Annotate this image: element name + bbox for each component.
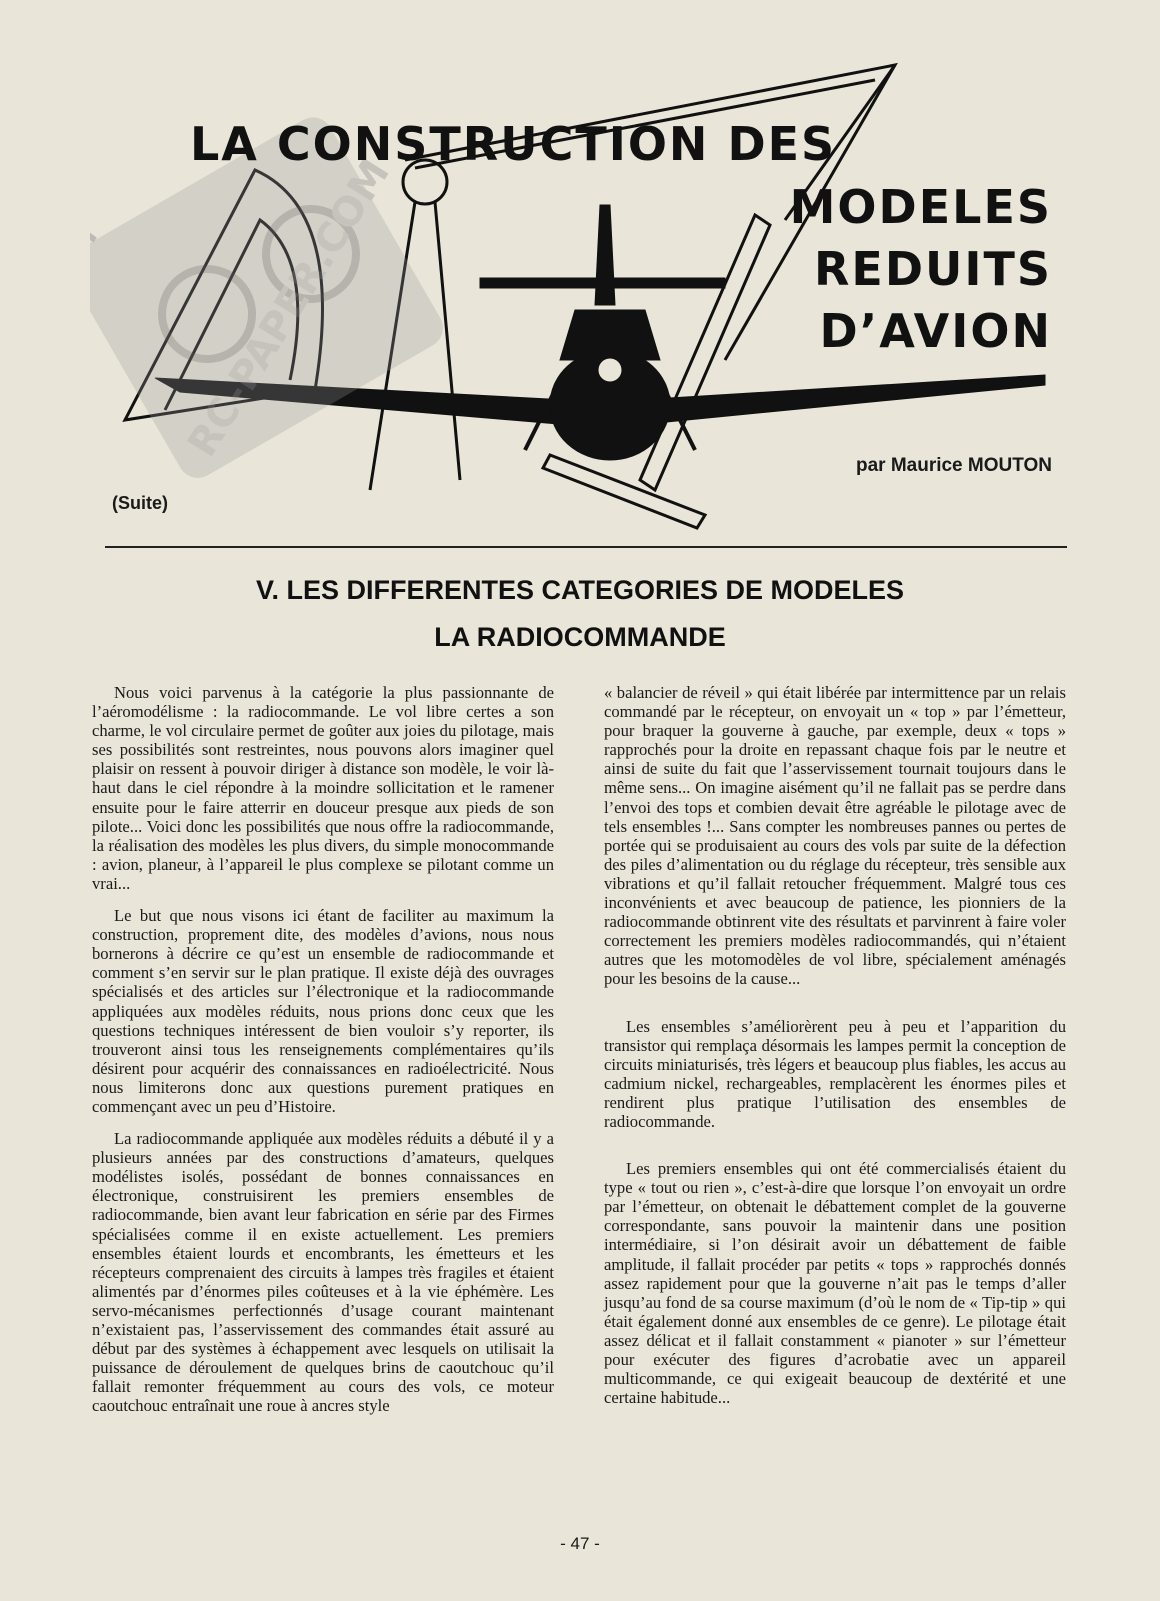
paragraph: La radiocommande appliquée aux modèles réduits a débuté il y a plusieurs années par des constructions d’amateurs, quelques modélistes isolés, possédant de bonnes connaissances en électronique, construisirent les premiers ensembles de radiocommande, bien avant leur fabrication en série par des Firmes spécialisées comme il en existe actuellement. Les premiers ensembles étaient lourds et encombrants, les émetteurs et les récepteurs comprenaient des circuits à lampes très fragiles et étaient alimentés par d’énormes piles coûteuses et à la vie éphémère. Les servo-mécanismes perfectionnés d’usage courant maintenant n’existaient pas, l’asservissement des commandes était assuré au début par des systèmes à échappement avec lesquels on utilisait la puissance de déroulement de quelques brins de caoutchouc qu’il fallait remonter fréquemment au cours des vols, ce moteur caoutchouc entraînait une roue à ancres style <box>92 1129 554 1416</box>
header-divider <box>105 546 1067 548</box>
page-number: - 47 - <box>560 1534 600 1553</box>
title-line-4: D’AVION <box>819 304 1052 358</box>
title-line-3: REDUITS <box>813 242 1052 296</box>
paragraph: Les premiers ensembles qui ont été commercialisés étaient du type « tout ou rien », c’est-à-dire que lorsque l’on envoyait un ordre par l’émetteur, on obtenait le débattement complet de la gouverne correspondante, sans pouvoir la maintenir dans une position intermédiaire, si l’on désirait avoir un débattement de faible amplitude, il fallait procéder par petits « tops » rapprochés donnés assez rapidement pour que la gouverne n’ait pas le temps d’aller jusqu’au fond de sa course maximum (d’où le nom de « Tip-tip » qui était également donné aux ensembles de ce genre). Le pilotage était assez délicat et il fallait constamment « pianoter » sur l’émetteur pour exécuter des figures d’acrobatie avec un appareil multicommande, ce qui exigeait beaucoup de dextérité et une certaine habitude... <box>604 1159 1066 1408</box>
left-column <box>92 683 554 1428</box>
section-title: V. LES DIFFERENTES CATEGORIES DE MODELES <box>255 575 905 605</box>
section-subtitle: LA RADIOCOMMANDE <box>434 622 726 652</box>
continued-label: (Suite) <box>112 493 168 513</box>
right-column <box>604 683 1066 1420</box>
paragraph: Le but que nous visons ici étant de faciliter au maximum la construction, proprement dite, des modèles d’avions, nous nous bornerons à décrire ce qu’est un ensemble de radiocommande et comment s’en servir sur le plan pratique. Il existe déjà des ouvrages spécialisés et des articles sur l’électronique et la radiocommande appliquées aux modèles réduits, nous prions donc ceux que les questions techniques intéressent de bien vouloir s’y reporter, ils trouveront ainsi tous les renseignements complémentaires qu’ils désirent pour acquérir des connaissances en radioélectricité. Nous nous limiterons donc aux questions purement pratiques en commençant avec un peu d’Histoire. <box>92 906 554 1116</box>
watermark-text: RC-PAPER.COM <box>179 151 399 465</box>
title-line-2: MODELES <box>789 180 1052 234</box>
paragraph: Les ensembles s’améliorèrent peu à peu et l’apparition du transistor qui remplaça désormais les lampes permit la conception de circuits miniaturisés, très légers et beaucoup plus fiables, les accus au cadmium nickel, rechargeables, remplacèrent les énormes piles et rendirent plus pratique l’utilisation des ensembles de radiocommande. <box>604 1016 1066 1131</box>
author-byline: par Maurice MOUTON <box>855 455 1052 476</box>
paragraph: « balancier de réveil » qui était libérée par intermittence par un relais commandé par le récepteur, on envoyait un « top » par l’émetteur, pour braquer la gouverne à gauche, par exemple, deux « tops » rapprochés pour la droite en repassant chaque fois par le neutre et ainsi de suite du fait que l’asservissement tournait toujours dans le même sens... On imagine aisément qu’il ne fallait pas se perdre dans l’envoi des tops et combien devait être agréable le pilotage avec de tels ensembles !... Sans compter les nombreuses pannes ou pertes de portée qui se produisaient au cours des vols par suite de la défection des piles d’alimentation ou du réglage du récepteur, très sensible aux vibrations et qu’il fallait retoucher fréquemment. Malgré tous ces inconvénients et avec beaucoup de patience, les pionniers de la radiocommande obtinrent vite des résultats et parvinrent à faire voler correctement les premiers modèles radiocommandés, qui n’étaient autres que les motomodèles de vol libre, spécialement aménagés pour les besoins de la cause... <box>604 683 1066 989</box>
paragraph: Nous voici parvenus à la catégorie la plus passionnante de l’aéromodélisme : la radiocommande. Le vol libre certes a son charme, le vol circulaire permet de goûter aux joies du pilotage, mais ses possibilités sont restreintes, nous pouvons alors imaginer quel plaisir on ressent à pouvoir diriger à distance son modèle, le voir là-haut dans le ciel répondre à la moindre sollicitation et le ramener ensuite pour le faire atterrir en douceur presque aux pieds de son pilote... Voici donc les possibilités que nous offre la radiocommande, la réalisation des modèles les plus divers, du simple monocommande : avion, planeur, à l’appareil le plus complexe se pilotant comme un vrai... <box>92 683 554 893</box>
title-line-1: LA CONSTRUCTION DES <box>190 117 837 171</box>
